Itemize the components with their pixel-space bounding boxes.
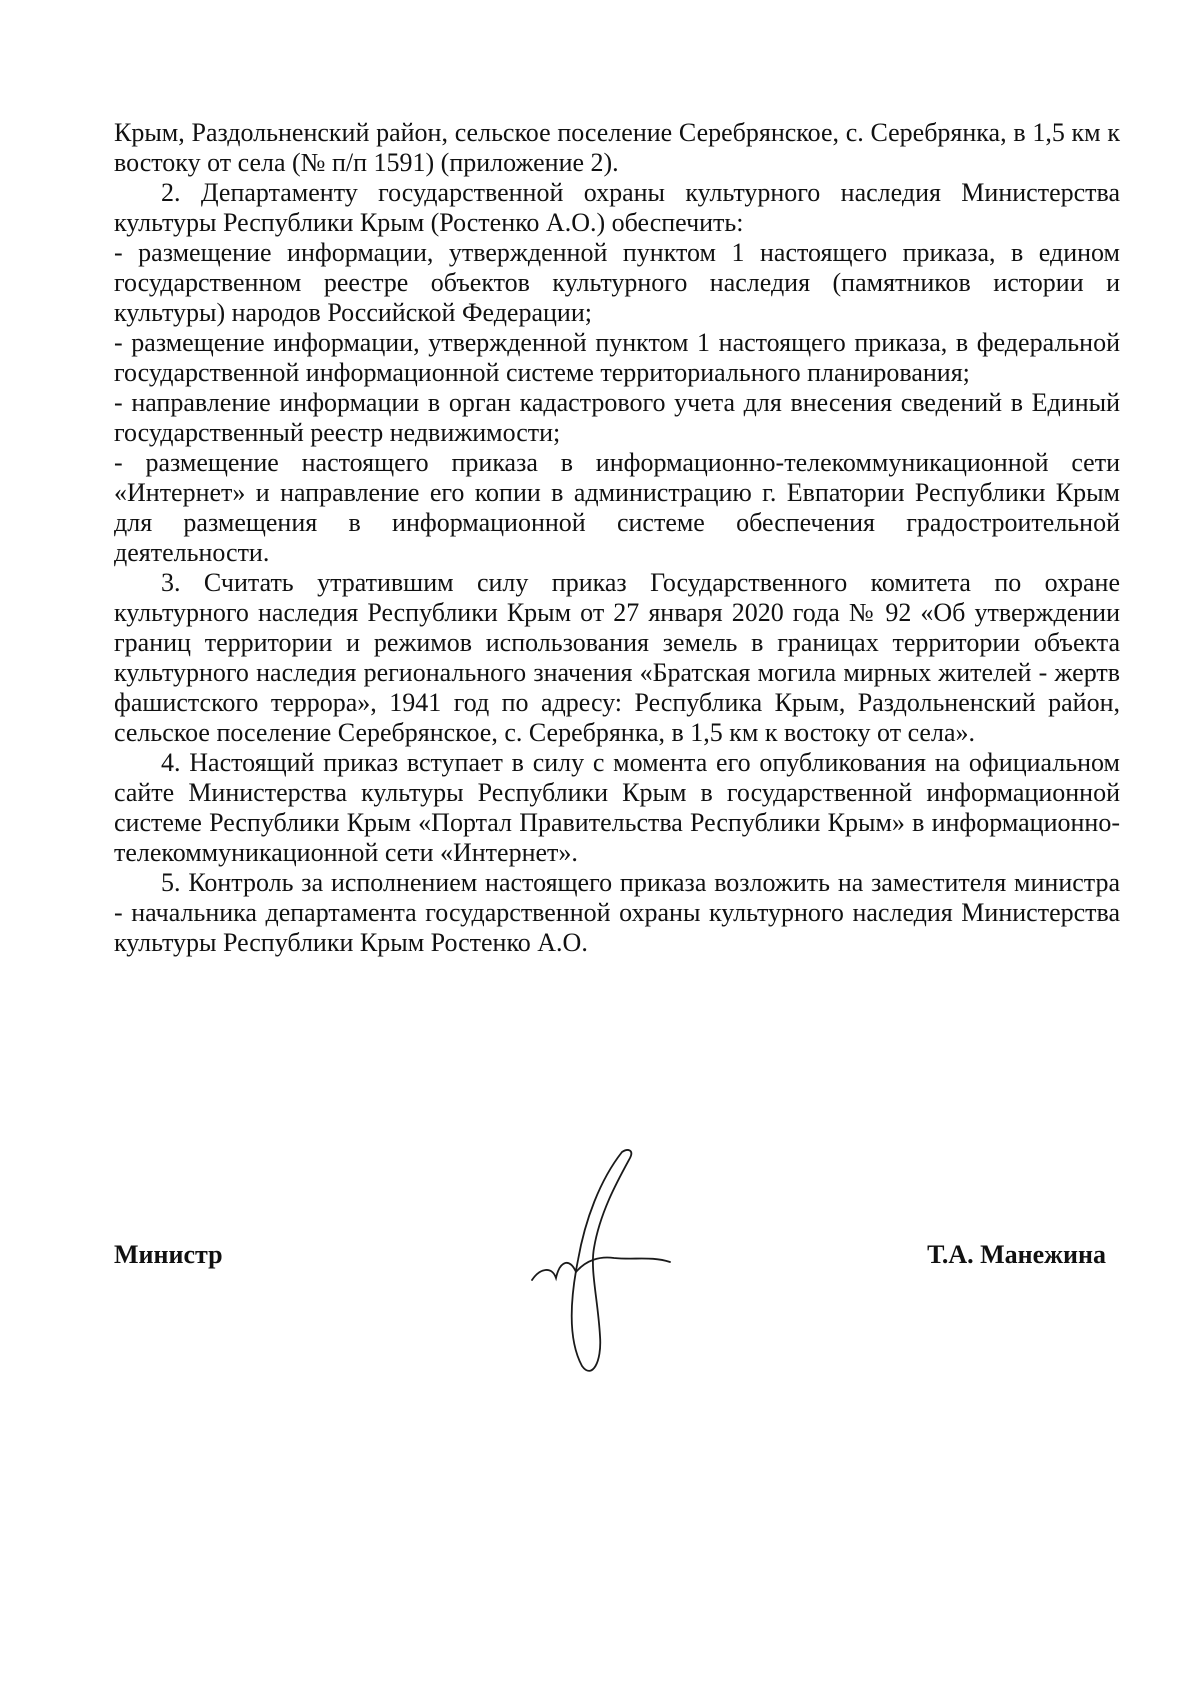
paragraph-item-2: 2. Департаменту государственной охраны культурного наследия Министерства культуры Республики Крым (Ростенко А.О.) обеспечить:	[114, 178, 1120, 237]
signatory-name: Т.А. Манежина	[927, 1240, 1106, 1269]
paragraph-item-3: 3. Считать утратившим силу приказ Государственного комитета по охране культурного наследия Республики Крым от 27 января 2020 года № 92 «Об утверждении границ территории и режимов использования земель в границах территории объекта культурного наследия регионального значения «Братская могила мирных жителей - жертв фашистского террора», 1941 год по адресу: Республика Крым, Раздольненский район, сельское поселение Серебрянское, с. Серебрянка, в 1,5 км к востоку от села».	[114, 568, 1120, 747]
paragraph-dash-item-3: - направление информации в орган кадастрового учета для внесения сведений в Единый государственный реестр недвижимости;	[114, 388, 1120, 447]
paragraph-dash-item-1: - размещение информации, утвержденной пунктом 1 настоящего приказа, в едином государственном реестре объектов культурного наследия (памятников истории и культуры) народов Российской Федерации;	[114, 238, 1120, 327]
paragraph-dash-item-4: - размещение настоящего приказа в информационно-телекоммуникационной сети «Интернет» и направление его копии в администрацию г. Евпатории Республики Крым для размещения в информационной системе обеспечения градостроительной деятельности.	[114, 448, 1120, 567]
paragraph-item-5: 5. Контроль за исполнением настоящего приказа возложить на заместителя министра - начальника департамента государственной охраны культурного наследия Министерства культуры Республики Крым Ростенко А.О.	[114, 868, 1120, 957]
paragraph-item-4: 4. Настоящий приказ вступает в силу с момента его опубликования на официальном сайте Министерства культуры Республики Крым в государственной информационной системе Республики Крым «Портал Правительства Республики Крым» в информационно-телекоммуникационной сети «Интернет».	[114, 748, 1120, 867]
signatory-position: Министр	[114, 1240, 223, 1269]
paragraph-dash-item-2: - размещение информации, утвержденной пунктом 1 настоящего приказа, в федеральной государственной информационной системе территориального планирования;	[114, 328, 1120, 387]
signature-block	[114, 1240, 1120, 1280]
paragraph-continuation: Крым, Раздольненский район, сельское поселение Серебрянское, с. Серебрянка, в 1,5 км к востоку от села (№ п/п 1591) (приложение 2).	[114, 118, 1120, 177]
document-body	[114, 118, 1120, 958]
